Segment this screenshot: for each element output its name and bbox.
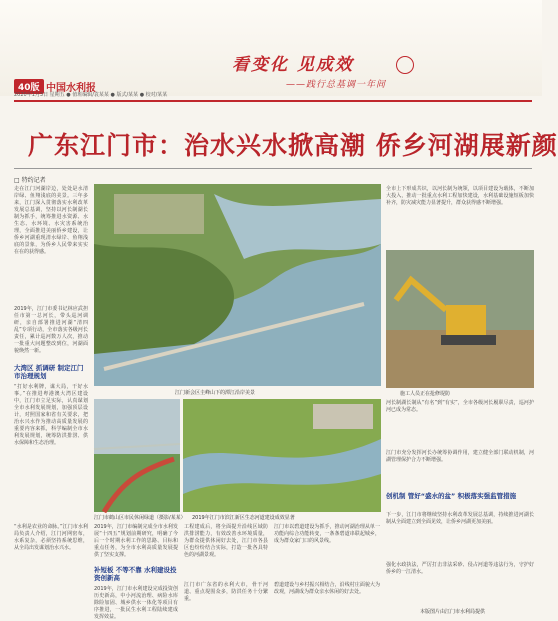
photo-caption: 江门新会区圭峰山下的潭江沿岸美景 [175, 390, 256, 396]
greenway-photo-image [94, 399, 180, 512]
body-paragraph: 江门市广东省的水利大市，骨干河道、重点堤围众多，防洪任务十分繁重。 [184, 582, 268, 602]
headline-rule [14, 168, 532, 169]
header-rule [14, 100, 532, 102]
aerial-photo-image [94, 184, 381, 386]
body-paragraph: “打好水利牌，谋大局，干好水事。”在推进粤港澳大湾区建设中，江门市立足实际，认真谋划全市水利发展规划，加强顶层设计，对照国家和省有关要求，把治水兴水作为推动高质量发展的重要内容来抓，科学编制全市水利发展规划，统筹防洪排涝、供水保障和生态治理。 [14, 384, 88, 446]
body-paragraph: 全市上下形成共识，以河长制为统领，以项目建设为载体，不断加大投入，推动一批重点水利工程加快建设，水利基础设施短板加快补齐，防灾减灾能力显著提升，群众获得感不断增强。 [386, 186, 534, 206]
body-paragraph: 下一步，江门市将继续坚持水利改革发展总基调，持续推进河湖长制从全面建立到全面见效，让侨乡河湖更加美丽。 [386, 512, 534, 525]
section-subhead: 补短板 不等不靠 水利建设投资创新高 [94, 566, 177, 582]
body-paragraph: 工程建成后，将全面提升沿线区域防洪排涝能力，有效改善水环境质量，为群众提供休闲好去处，江门市各县区也纷纷结合实际，打造一批各具特色的河湖景观。 [184, 524, 268, 558]
body-paragraph: 2019年，江门市编制完成全市水利发展“十四五”规划前期研究，明确了今后一个时期水利工作的思路、目标和重点任务，为全市水利高质量发展提供了坚实支撑。 [94, 524, 178, 558]
byline: □ 特约记者 [14, 177, 46, 184]
photo-caption: 2019年江门市滨江新区生态河道建设成效显著 [192, 515, 295, 521]
body-paragraph: 河长制湖长制从“有名”到“有实”，全市各级河长履职尽责，巡河护河已成为常态。 [386, 400, 534, 413]
newspaper-name: 中国水利报 [46, 83, 96, 94]
section-subhead: 创机制 管好“盛水的盆” 积极落实强监管措施 [386, 492, 517, 500]
body-paragraph: 碧道建设与乡村振兴相结合，沿线村庄面貌大为改观，河湖成为群众亲水休闲的好去处。 [274, 582, 380, 595]
photo-greenway [94, 399, 180, 512]
article-headline: 广东江门市：治水兴水掀高潮 侨乡河湖展新颜 [28, 131, 558, 160]
photo-credit: 本版图片由江门市水利局提供 [420, 609, 486, 615]
photo-excavator [386, 250, 534, 388]
photo-caption: 施工人员正在抢修堤防 [400, 391, 451, 397]
body-paragraph: 2019年，江门市水利建设完成投资创历史新高，中小河流治理、病险水库除险加固、城乡供水一体化等项目有序推进，一批民生水利工程陆续建成发挥效益。 [94, 586, 178, 620]
body-paragraph: 2019年，江门市委书记林应武担任市第一总河长，带头巡河调研，亲自部署推进河湖“清四乱”专项行动，全市落实各级河长责任，累计巡河数万人次，推动一批重大问题整改到位，河湖面貌焕然一新。 [14, 306, 88, 354]
body-paragraph: 走在江门河湖岸边，处处是水清岸绿、鱼翔浅底的美景。三年多来，江门深入贯彻落实水利改革发展总基调，坚持以河长制湖长制为抓手，统筹推进水资源、水生态、水环境、水灾害系统治理，全面推进美丽侨乡建设，让侨乡河湖重现清水绿岸、鱼翔浅底的景象，为侨乡人民带来实实在在的获得感。 [14, 186, 88, 255]
ecological-river-photo-image [183, 399, 381, 512]
photo-ecological-river [183, 399, 381, 512]
photo-caption: 江门市鹤山区市民休闲绿道（摄影/某某） [94, 515, 186, 521]
excavator-photo-image [386, 250, 534, 388]
section-subhead: 大湾区 抓调研 制定江门市治理规划 [14, 364, 84, 380]
issue-meta: 2020年1月3日 星期五 ● 值班编辑/袁某某 ● 版式/某某 ● 校对/某某 [14, 92, 168, 98]
photo-aerial-river [94, 184, 381, 386]
body-paragraph: 江门市以碧道建设为抓手，推动河湖治理从单一功能向综合功能转变，一条条碧道串联起城乡，成为群众家门口的风景线。 [274, 524, 380, 544]
body-paragraph: 江门市充分发挥河长办统筹协调作用，建立健全部门联动机制，河湖管理保护合力不断增强。 [386, 450, 534, 463]
page-number-badge: 40版 [14, 79, 44, 94]
body-paragraph: 强化水政执法，严厉打击非法采砂、侵占河道等违法行为，守护好侨乡的一江清水。 [386, 562, 534, 575]
seal-icon [396, 56, 414, 74]
column-slogan: 看变化 见成效 [232, 55, 354, 75]
body-paragraph: “水利是农业的命脉。”江门市水利局负责人介绍，江门河网密布，水系复杂，必须坚持系统思维，从全局出发谋划治水兴水。 [14, 524, 88, 551]
column-subslogan: ——践行总基调一年间 [286, 80, 387, 90]
